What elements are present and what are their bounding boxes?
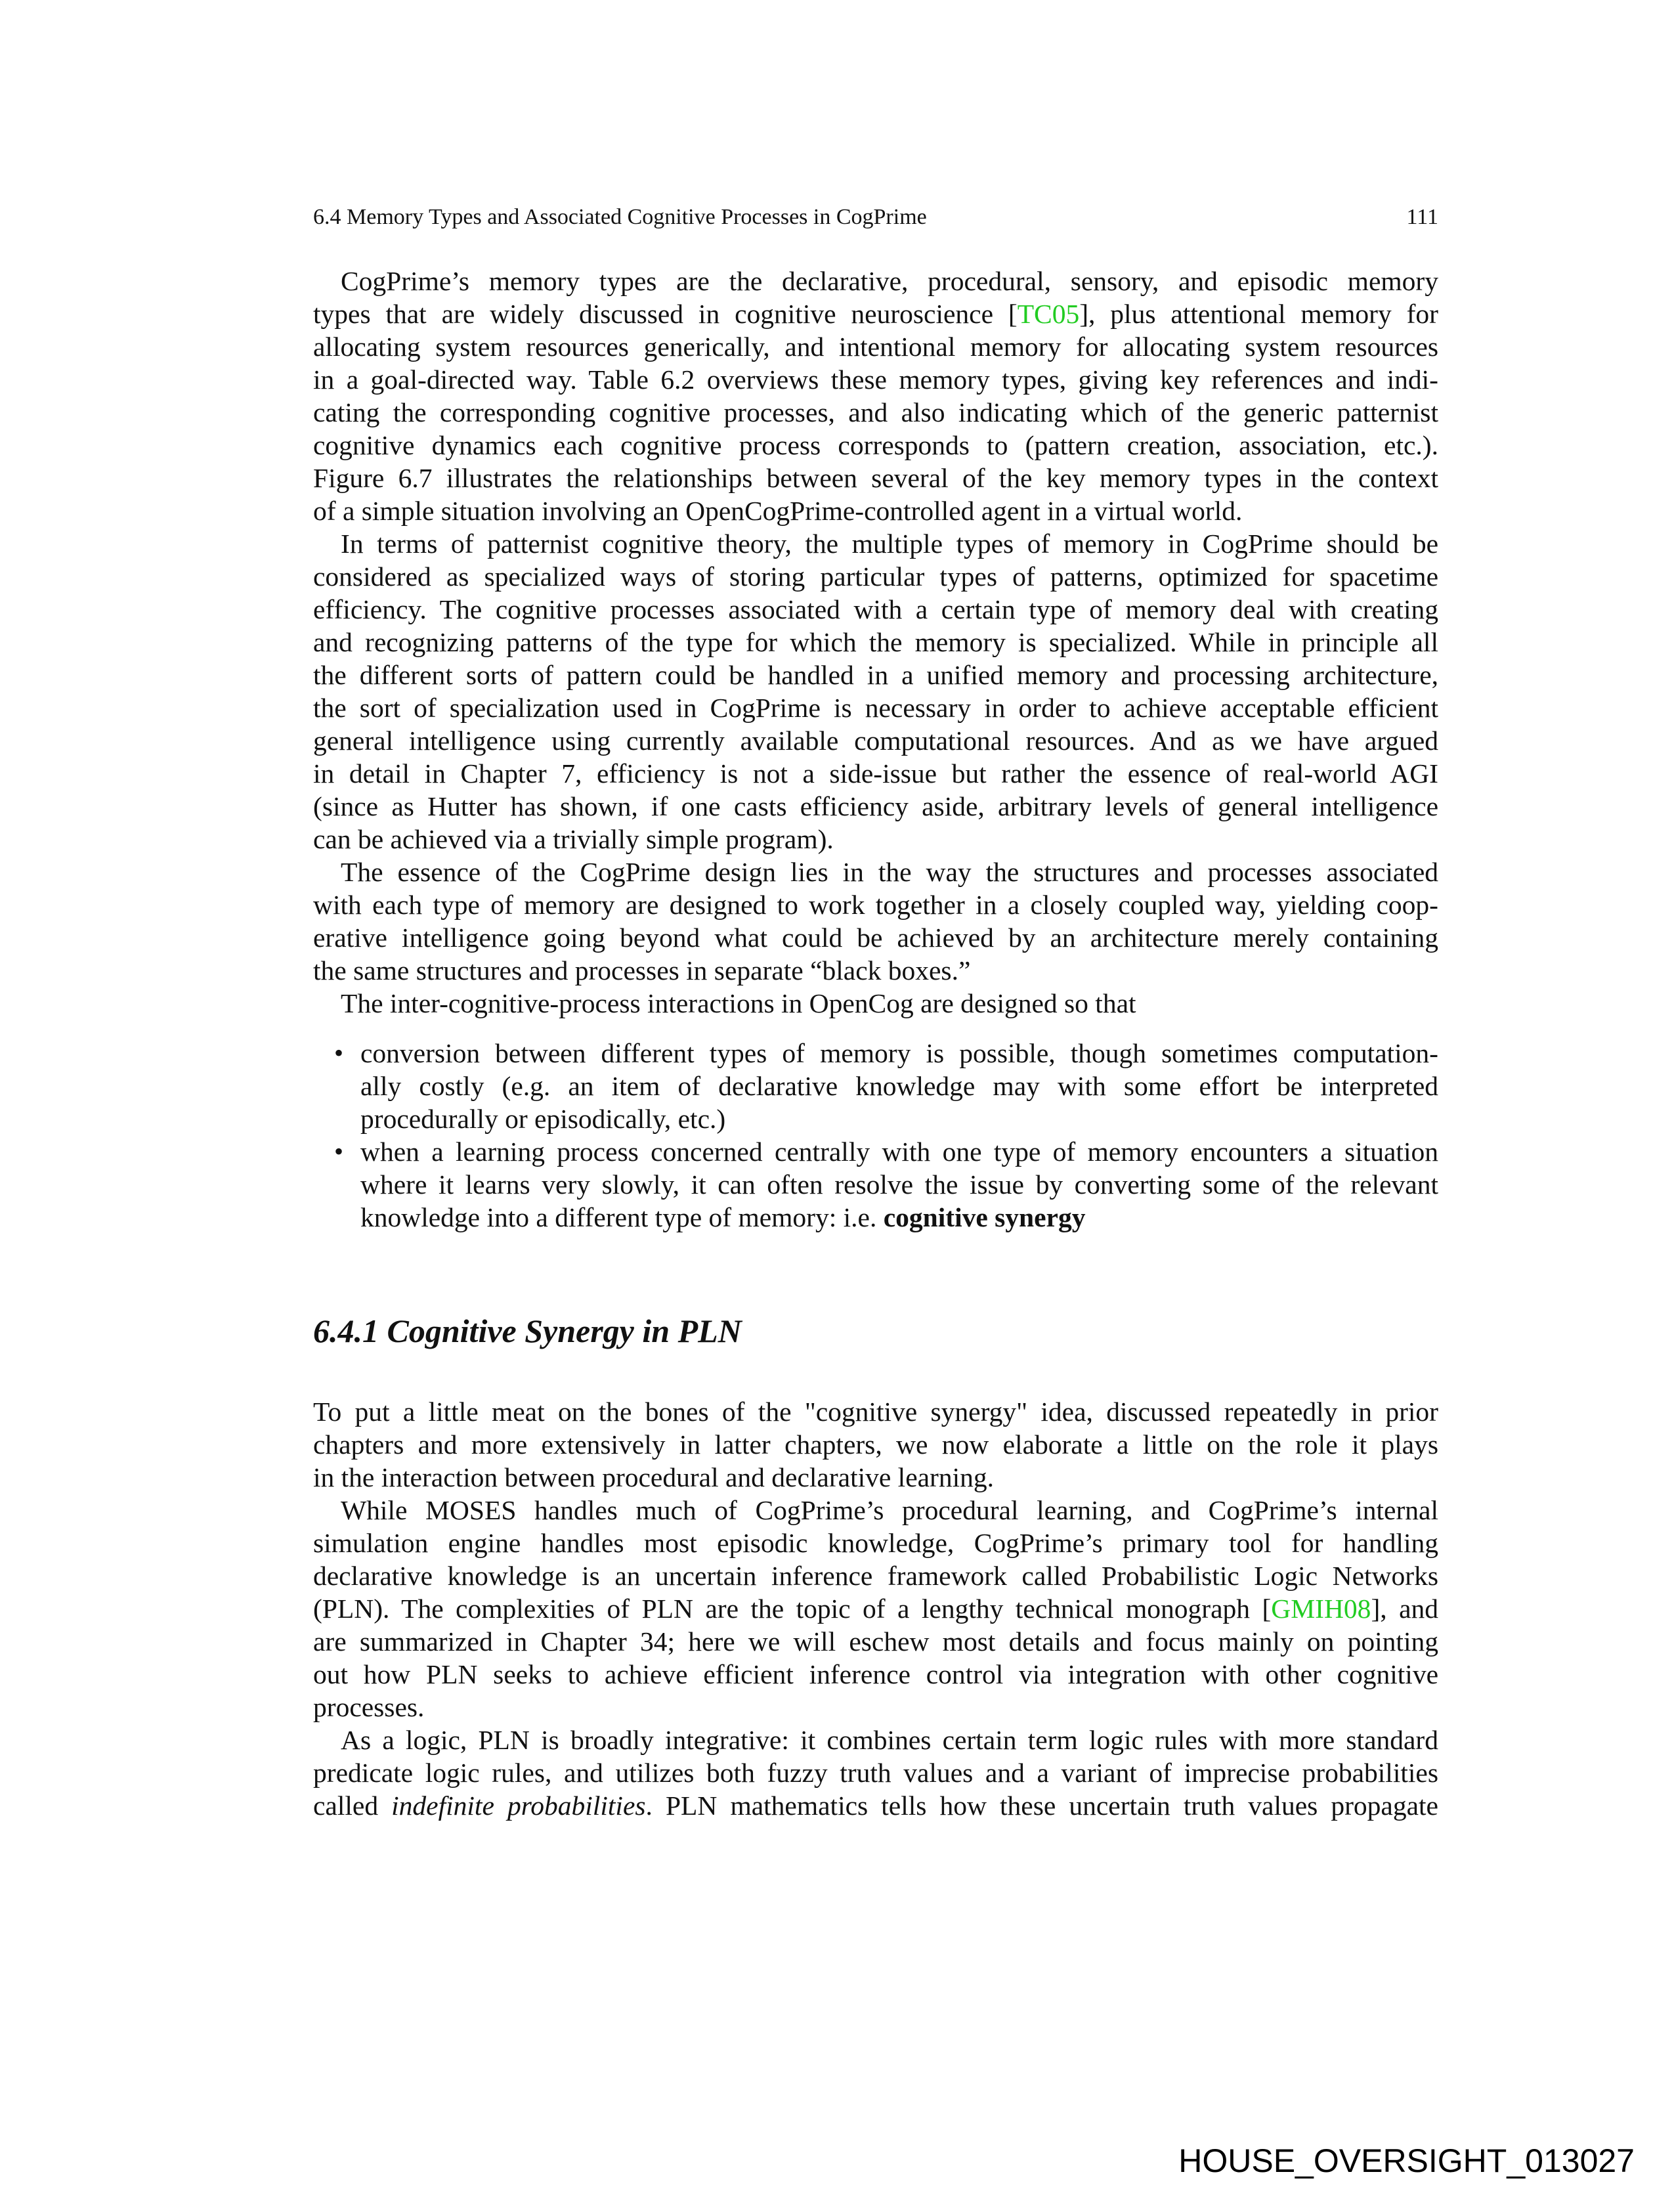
- bold-term: cognitive synergy: [883, 1202, 1086, 1232]
- text-line: [360, 1070, 1438, 1102]
- text-line: [313, 265, 1438, 297]
- text-line: [313, 823, 1438, 856]
- text-line: [313, 494, 1438, 527]
- text-span: can be achieved via a trivially simple program).: [313, 824, 834, 854]
- text-span: out how PLN seeks to achieve efficient inference control via integration with other cognitive: [313, 1659, 1438, 1689]
- text-line: [313, 790, 1438, 823]
- text-line: [313, 462, 1438, 494]
- text-line: [313, 1789, 1438, 1822]
- text-span: with each type of memory are designed to work together in a closely coupled way, yielding coop-: [313, 890, 1438, 920]
- text-span: where it learns very slowly, it can often resolve the issue by converting some of the relevant: [360, 1169, 1438, 1200]
- bates-stamp: HOUSE_OVERSIGHT_013027: [1178, 2142, 1635, 2179]
- text-line: [313, 297, 1438, 330]
- text-span: the same structures and processes in separate “black boxes.”: [313, 955, 971, 986]
- text-line: [313, 1461, 1438, 1494]
- page-number: 111: [1406, 205, 1438, 229]
- running-header: [313, 205, 1438, 230]
- text-span: ], and: [1371, 1594, 1438, 1624]
- text-line: [313, 330, 1438, 363]
- text-span: the sort of specialization used in CogPrime is necessary in order to achieve acceptable efficient: [313, 693, 1438, 723]
- text-span: the different sorts of pattern could be handled in a unified memory and processing architecture,: [313, 660, 1438, 690]
- text-span: declarative knowledge is an uncertain inference framework called Probabilistic Logic Networks: [313, 1561, 1438, 1591]
- text-line: [313, 1494, 1438, 1527]
- text-line: [313, 724, 1438, 757]
- text-line: [360, 1135, 1438, 1168]
- text-line: [313, 987, 1438, 1020]
- text-line: [313, 888, 1438, 921]
- header-section-title: 6.4 Memory Types and Associated Cognitive Processes in CogPrime: [313, 205, 927, 229]
- text-span: knowledge into a different type of memory: i.e.: [360, 1202, 884, 1232]
- text-line: [313, 856, 1438, 888]
- text-span: ], plus attentional memory for: [1079, 299, 1438, 329]
- body-text-bottom: [313, 1395, 1438, 1822]
- text-line: [313, 1691, 1438, 1724]
- section-heading: 6.4.1 Cognitive Synergy in PLN: [313, 1312, 742, 1349]
- text-line: [313, 921, 1438, 954]
- list-item: [313, 1135, 1438, 1234]
- text-span: cating the corresponding cognitive processes, and also indicating which of the generic patternist: [313, 397, 1438, 427]
- text-line: [313, 1724, 1438, 1756]
- text-span: processes.: [313, 1692, 425, 1722]
- text-line: [313, 527, 1438, 560]
- text-span: and recognizing patterns of the type for which the memory is specialized. While in principle all: [313, 627, 1438, 657]
- text-span: in the interaction between procedural and declarative learning.: [313, 1462, 995, 1492]
- text-span: allocating system resources generically, and intentional memory for allocating system resources: [313, 332, 1438, 362]
- body-text-top: [313, 265, 1438, 1020]
- italic-term: indefinite probabilities: [391, 1790, 646, 1821]
- text-span: when a learning process concerned centrally with one type of memory encounters a situation: [360, 1137, 1438, 1167]
- text-span: called: [313, 1790, 392, 1821]
- text-line: [313, 1592, 1438, 1625]
- citation-link[interactable]: GMIH08: [1271, 1594, 1371, 1624]
- bullet-list: [313, 1037, 1438, 1234]
- paragraph: [313, 987, 1438, 1020]
- text-span: To put a little meat on the bones of the "cognitive synergy" idea, discussed repeatedly in prior: [313, 1397, 1438, 1427]
- text-line: [313, 560, 1438, 593]
- text-span: (PLN). The complexities of PLN are the topic of a lengthy technical monograph [: [313, 1594, 1272, 1624]
- text-span: conversion between different types of memory is possible, though sometimes computation-: [360, 1038, 1438, 1068]
- text-span: (since as Hutter has shown, if one casts efficiency aside, arbitrary levels of general intelligence: [313, 791, 1438, 821]
- text-span: Figure 6.7 illustrates the relationships between several of the key memory types in the context: [313, 463, 1438, 493]
- list-item: [313, 1037, 1438, 1135]
- text-line: [360, 1102, 1438, 1135]
- paragraph: [313, 856, 1438, 987]
- text-span: of a simple situation involving an OpenCogPrime-controlled agent in a virtual world.: [313, 496, 1243, 526]
- bullet-icon: •: [334, 1137, 344, 1166]
- text-line: [313, 954, 1438, 987]
- text-span: simulation engine handles most episodic knowledge, CogPrime’s primary tool for handling: [313, 1528, 1438, 1558]
- paragraph: [313, 1494, 1438, 1724]
- text-line: [313, 1625, 1438, 1658]
- text-span: chapters and more extensively in latter chapters, we now elaborate a little on the role it plays: [313, 1429, 1438, 1460]
- text-span: are summarized in Chapter 34; here we will eschew most details and focus mainly on pointing: [313, 1626, 1438, 1657]
- text-line: [313, 363, 1438, 396]
- text-span: ally costly (e.g. an item of declarative knowledge may with some effort be interpreted: [360, 1071, 1438, 1101]
- text-span: . PLN mathematics tells how these uncertain truth values propagate: [645, 1790, 1438, 1821]
- text-span: general intelligence using currently available computational resources. And as we have argued: [313, 726, 1438, 756]
- text-line: [313, 1527, 1438, 1559]
- paragraph: [313, 265, 1438, 527]
- text-line: [313, 626, 1438, 659]
- text-line: [313, 659, 1438, 691]
- bullet-icon: •: [334, 1038, 344, 1068]
- paragraph: [313, 1395, 1438, 1494]
- text-line: [360, 1201, 1438, 1234]
- text-line: [313, 757, 1438, 790]
- text-span: As a logic, PLN is broadly integrative: it combines certain term logic rules with more standard: [341, 1725, 1438, 1755]
- text-line: [360, 1037, 1438, 1070]
- text-line: [313, 593, 1438, 626]
- text-span: predicate logic rules, and utilizes both fuzzy truth values and a variant of imprecise probabilities: [313, 1758, 1438, 1788]
- text-span: While MOSES handles much of CogPrime’s procedural learning, and CogPrime’s internal: [341, 1495, 1438, 1525]
- text-span: The essence of the CogPrime design lies in the way the structures and processes associated: [341, 857, 1438, 887]
- text-line: [313, 1428, 1438, 1461]
- text-span: cognitive dynamics each cognitive process corresponds to (pattern creation, association, etc.).: [313, 430, 1438, 460]
- paragraph: [313, 1724, 1438, 1822]
- text-span: types that are widely discussed in cognitive neuroscience [: [313, 299, 1018, 329]
- text-span: in detail in Chapter 7, efficiency is not a side-issue but rather the essence of real-world AGI: [313, 758, 1438, 789]
- text-span: in a goal-directed way. Table 6.2 overviews these memory types, giving key references and indi-: [313, 364, 1438, 395]
- text-line: [313, 1756, 1438, 1789]
- citation-link[interactable]: TC05: [1017, 299, 1080, 329]
- text-line: [313, 429, 1438, 462]
- text-span: considered as specialized ways of storing particular types of patterns, optimized for spacetime: [313, 561, 1438, 592]
- text-line: [313, 396, 1438, 429]
- text-span: The inter-cognitive-process interactions in OpenCog are designed so that: [341, 988, 1136, 1018]
- text-line: [313, 691, 1438, 724]
- text-line: [313, 1658, 1438, 1691]
- text-line: [313, 1395, 1438, 1428]
- text-span: efficiency. The cognitive processes associated with a certain type of memory deal with creating: [313, 594, 1438, 624]
- paragraph: [313, 527, 1438, 856]
- text-span: CogPrime’s memory types are the declarative, procedural, sensory, and episodic memory: [341, 266, 1438, 296]
- text-span: In terms of patternist cognitive theory, the multiple types of memory in CogPrime should be: [341, 529, 1438, 559]
- text-line: [360, 1168, 1438, 1201]
- text-span: procedurally or episodically, etc.): [360, 1104, 726, 1134]
- text-span: erative intelligence going beyond what could be achieved by an architecture merely containing: [313, 922, 1438, 953]
- text-line: [313, 1559, 1438, 1592]
